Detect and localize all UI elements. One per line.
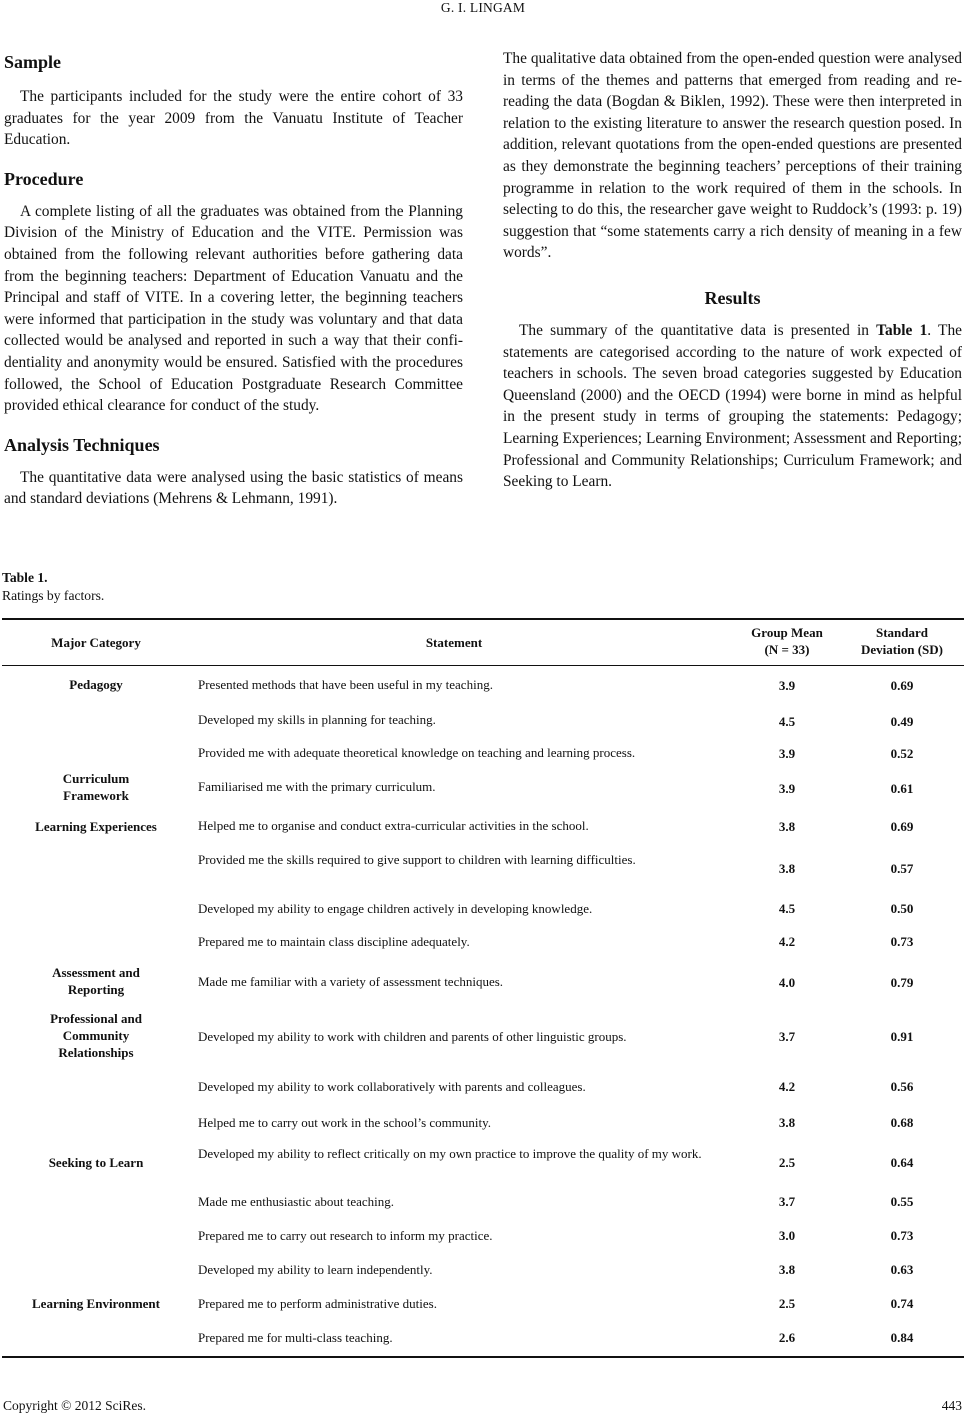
row-statement: Developed my ability to engage children actively in developing knowledge. [198,901,593,916]
row-statement: Made me enthusiastic about teaching. [198,1194,395,1209]
row-sd: 0.69 [890,678,914,693]
category-curriculum-framework: Curriculum Framework [62,771,130,803]
row-statement: Prepared me to carry out research to inform my practice. [198,1228,493,1243]
row-sd: 0.55 [890,1194,914,1209]
row-mean: 3.7 [778,1194,796,1209]
row-statement: Made me familiar with a variety of assessment techniques. [198,974,504,989]
table-caption [2,569,104,605]
row-statement: Developed my ability to learn independently. [198,1262,433,1277]
category-seeking-to-learn: Seeking to Learn [48,1155,144,1170]
section-heading-procedure: Procedure [4,168,84,189]
qualitative-paragraph: The qualitative data obtained from the open-ended question were analysed in terms of the themes and patterns that emerged from reading and re-reading the data (Bogdan & Biklen, 1992). These were then interpreted in relation to the existing literature to answer the research question posed. In addition, relevant quotations from the open-ended questions are presented as they demonstrate the beginning teachers’ perceptions of their training programme in relation to the work required of them in the schools. In selecting to do this, the researcher gave weight to Ruddock’s (1993: p. 19) suggestion that “some statements carry a rich density of meaning in a few words”. [503,50,962,262]
row-mean: 3.9 [778,781,796,796]
row-mean: 3.8 [778,861,796,876]
row-statement: Developed my ability to reflect critically on my own practice to improve the quality of my work. [198,1146,702,1161]
row-statement: Helped me to carry out work in the school’s community. [198,1115,492,1130]
page-number: 443 [941,1398,962,1413]
analysis-paragraph: The quantitative data were analysed using the basic statistics of means and standard deviations (Mehrens & Lehmann, 1991). [4,468,463,508]
row-sd: 0.68 [890,1115,914,1130]
row-sd: 0.64 [890,1155,914,1170]
header-statement: Statement [425,635,483,650]
row-statement: Helped me to organise and conduct extra-curricular activities in the school. [198,818,589,833]
row-statement: Prepared me to perform administrative duties. [198,1296,437,1311]
section-heading-analysis: Analysis Techniques [4,434,160,455]
sample-paragraph: The participants included for the study were the entire cohort of 33 graduates for the year 2009 from the Vanuatu Institute of Teacher Education. [4,88,463,149]
row-sd: 0.49 [890,714,914,729]
header-group-mean: Group Mean (N = 33) [751,625,823,657]
row-statement: Developed my skills in planning for teaching. [198,712,436,727]
table-title: Ratings by factors. [2,588,105,603]
row-sd: 0.52 [890,746,914,761]
row-sd: 0.73 [890,1228,914,1243]
category-professional-community: Professional and Community Relationships [50,1011,142,1060]
row-sd: 0.74 [890,1296,914,1311]
row-mean: 3.8 [778,1115,796,1130]
row-sd: 0.57 [890,861,914,876]
category-learning-experiences: Learning Experiences [35,819,157,834]
row-statement: Prepared me to maintain class discipline adequately. [198,934,470,949]
table-top-rule [2,618,964,620]
category-learning-environment: Learning Environment [32,1296,160,1311]
row-mean: 3.9 [778,746,796,761]
row-mean: 4.5 [778,714,796,729]
table-bottom-rule [2,1356,964,1358]
row-statement: Provided me the skills required to give support to children with learning difficulties. [198,852,636,867]
row-statement: Familiarised me with the primary curriculum. [198,779,436,794]
row-mean: 4.2 [778,1079,796,1094]
row-mean: 3.8 [778,1262,796,1277]
row-mean: 4.0 [778,975,796,990]
row-mean: 4.5 [778,901,796,916]
row-mean: 3.0 [778,1228,796,1243]
header-standard-deviation: Standard Deviation (SD) [861,625,943,657]
table-header-rule [2,665,964,666]
row-sd: 0.73 [890,934,914,949]
row-mean: 3.7 [778,1029,796,1044]
row-sd: 0.63 [890,1262,914,1277]
category-pedagogy: Pedagogy [69,677,123,692]
section-heading-sample: Sample [4,52,62,72]
left-column [4,48,463,510]
row-sd: 0.61 [890,781,914,796]
row-mean: 3.9 [778,678,796,693]
row-sd: 0.50 [890,901,914,916]
row-mean: 3.8 [778,819,796,834]
table-label: Table 1. [2,570,48,585]
row-mean: 2.5 [778,1155,796,1170]
row-statement: Presented methods that have been useful in my teaching. [198,677,493,692]
category-assessment-reporting: Assessment and Reporting [52,965,140,997]
section-heading-results: Results [704,287,761,308]
running-head: G. I. LINGAM [440,0,526,15]
row-statement: Developed my ability to work with children and parents of other linguistic groups. [198,1029,627,1044]
row-statement: Developed my ability to work collaboratively with parents and colleagues. [198,1079,586,1094]
header-major-category: Major Category [51,635,141,650]
row-mean: 2.6 [778,1330,796,1345]
results-paragraph: The summary of the quantitative data is presented in Table 1. The statements are categorised according to the nature of work expected of teachers in schools. The seven broad categories suggested by Education Queensland (2000) and the OECD (1994) were borne in mind as helpful in the present study in terms of grouping the statements: Pedagogy; Learning Experiences; Learning Environment; Assessment and Reporting; Professional and Community Relationships; Curriculum Framework; and Seeking to Learn. [503,321,962,491]
row-statement: Prepared me for multi-class teaching. [198,1330,393,1345]
row-sd: 0.91 [890,1029,914,1044]
right-column [503,48,962,493]
table-reference-link[interactable]: Table 1 [876,321,928,339]
row-sd: 0.56 [890,1079,914,1094]
procedure-paragraph: A complete listing of all the graduates was obtained from the Planning Division of the Ministry of Education and the VITE. Permission was obtained from the following relevant authorities before gathering data from the beginning teachers: Department of Education Vanuatu and the Principal and staff of VITE. In a covering letter, the beginning teachers were informed that participation in the study was voluntary and that data collected would be analysed and reported in such a way that their confidentiality and anonymity would be ensured. Satisfied with the procedures followed, the School of Education Postgraduate Research Committee provided ethical clearance for conduct of the study. [4,202,463,415]
row-sd: 0.84 [890,1330,914,1345]
row-sd: 0.79 [890,975,914,990]
row-statement: Provided me with adequate theoretical knowledge on teaching and learning process. [198,745,636,760]
row-mean: 4.2 [778,934,796,949]
row-mean: 2.5 [778,1296,796,1311]
copyright-notice: Copyright © 2012 SciRes. [3,1398,147,1413]
row-sd: 0.69 [890,819,914,834]
